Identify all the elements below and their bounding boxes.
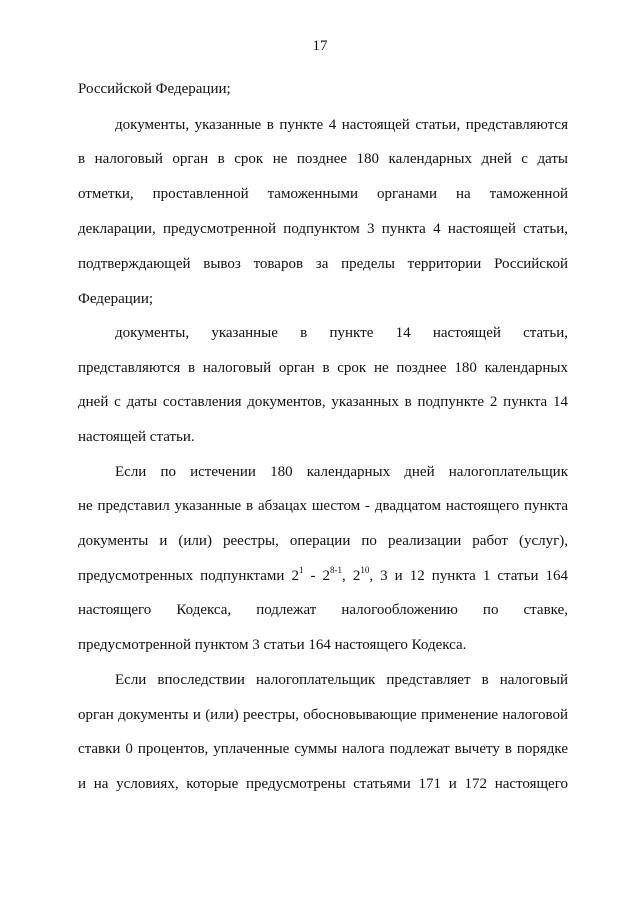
text-line: дней с даты составления документов, указанных в подпункте 2 пункта 14 [78,394,568,410]
text-line: настоящей статьи. [78,429,195,445]
superscript: 1 [298,566,304,575]
text-line: Российской Федерации; [78,81,231,97]
line-prefix: предусмотренных подпунктами 2 [78,568,299,584]
text-line: настоящего Кодекса, подлежат налогообложению по ставке, [78,602,568,618]
text-line: предусмотренной пунктом 3 статьи 164 настоящего Кодекса. [78,637,467,653]
text-line: ставки 0 процентов, уплаченные суммы налога подлежат вычету в порядке [78,741,568,757]
text-line: документы, указанные в пункте 4 настоящей статьи, представляются [115,117,568,133]
text-line: и на условиях, которые предусмотрены статьями 171 и 172 настоящего [78,776,568,792]
text-line: не представил указанные в абзацах шестом - двадцатом настоящего пункта [78,498,568,514]
superscript: 8-1 [330,566,343,575]
text-line: представляются в налоговый орган в срок не позднее 180 календарных [78,360,568,376]
line-segment: , 2 [342,568,361,584]
text-line-with-superscripts [78,566,568,586]
text-line: Если по истечении 180 календарных дней налогоплательщик [115,464,568,480]
line-suffix: , 3 и 12 пункта 1 статьи 164 [369,568,568,584]
text-line: декларации, предусмотренной подпунктом 3 пункта 4 настоящей статьи, [78,221,568,237]
text-line: документы, указанные в пункте 14 настоящей статьи, [115,325,568,341]
text-line: орган документы и (или) реестры, обосновывающие применение налоговой [78,707,568,723]
text-line: подтверждающей вывоз товаров за пределы территории Российской [78,256,568,272]
text-line: документы и (или) реестры, операции по реализации работ (услуг), [78,533,568,549]
page-number: 17 [312,38,328,54]
text-line: в налоговый орган в срок не позднее 180 календарных дней с даты [78,151,568,167]
text-line: Федерации; [78,291,154,307]
text-line: отметки, проставленной таможенными органами на таможенной [78,186,568,202]
superscript: 10 [360,566,370,575]
line-segment: - 2 [303,568,331,584]
text-line: Если впоследствии налогоплательщик представляет в налоговый [115,672,568,688]
